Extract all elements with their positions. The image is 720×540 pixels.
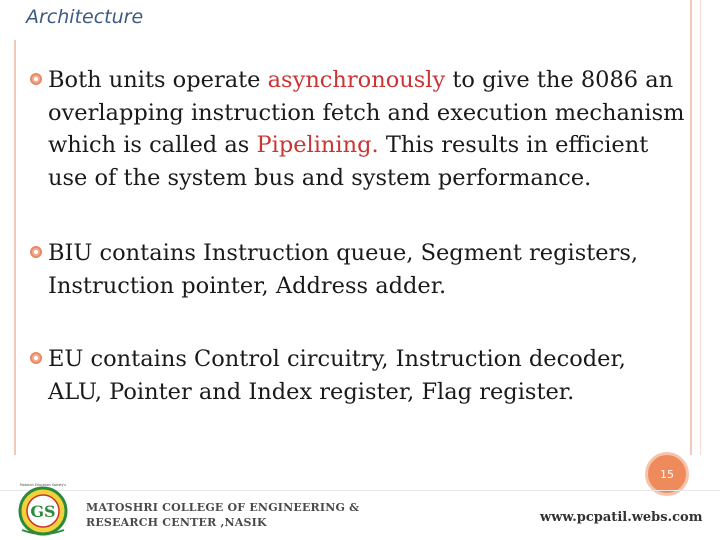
bullet-icon bbox=[30, 352, 42, 364]
college-name-line2: RESEARCH CENTER ,NASIK bbox=[86, 516, 267, 529]
right-frame-line bbox=[690, 0, 692, 455]
college-logo-icon bbox=[12, 480, 74, 538]
highlight-asynchronously: asynchronously bbox=[267, 67, 446, 93]
bullet-text: EU contains Control circuitry, Instruction decoder, ALU, Pointer and Index register, Flag register. bbox=[48, 346, 626, 405]
logo-text: Matoshri Education Society's bbox=[20, 483, 66, 487]
left-frame-line bbox=[14, 40, 16, 455]
bullet-item-eu bbox=[30, 343, 685, 408]
website-text: www.pcpatil.webs.com bbox=[540, 510, 703, 525]
bullet-icon bbox=[30, 73, 42, 85]
right-frame-line-inner bbox=[700, 0, 701, 455]
footer-divider bbox=[0, 490, 720, 491]
bullet-item-pipelining bbox=[30, 64, 685, 194]
bullet-item-biu bbox=[30, 237, 685, 302]
slide-title: Architecture bbox=[26, 6, 144, 28]
page-number-badge: 15 bbox=[645, 452, 689, 496]
bullet-icon bbox=[30, 246, 42, 258]
bullet-text: Both units operate asynchronously to give the 8086 an overlapping instruction fetch and execution mechanism which is called as Pipelining. This results in efficient use of the system bus and system performance. bbox=[48, 67, 685, 191]
svg-text:GS: GS bbox=[30, 502, 56, 521]
college-name-line1: MATOSHRI COLLEGE OF ENGINEERING & bbox=[86, 501, 360, 514]
highlight-pipelining: Pipelining. bbox=[256, 132, 379, 158]
bullet-text: BIU contains Instruction queue, Segment registers, Instruction pointer, Address adder. bbox=[48, 240, 639, 299]
bullet-list bbox=[30, 64, 685, 408]
